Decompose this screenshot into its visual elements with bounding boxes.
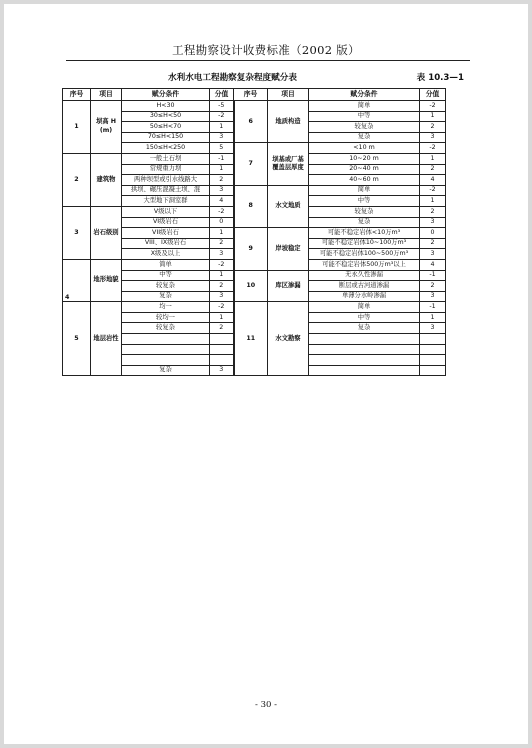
group-item: 坝高 H (m): [91, 101, 122, 154]
score-cell: 3: [420, 291, 446, 302]
group-seq: 2: [63, 153, 91, 206]
condition-cell: 两种坝型或引水线路大: [122, 175, 210, 186]
condition-cell: 150≤H<250: [122, 143, 210, 154]
score-cell: 1: [420, 196, 446, 207]
header-score: 分值: [210, 89, 234, 101]
condition-cell: 中等: [309, 111, 420, 122]
condition-cell: 复杂: [309, 323, 420, 334]
score-cell: 2: [420, 238, 446, 249]
score-cell: -2: [210, 111, 234, 122]
empty-cell: [210, 344, 234, 355]
score-cell: 3: [210, 291, 234, 302]
score-cell: 3: [210, 185, 234, 196]
score-cell: 0: [420, 228, 446, 239]
condition-cell: 复杂: [122, 291, 210, 302]
group-item: 建筑物: [91, 153, 122, 206]
score-cell: 1: [420, 153, 446, 164]
condition-cell: 简单: [309, 101, 420, 112]
condition-cell: 常规重力坝: [122, 164, 210, 175]
condition-cell: 断层或古河道渗漏: [309, 281, 420, 292]
group-item: 水文地质: [268, 185, 309, 227]
score-cell: -2: [210, 259, 234, 270]
score-cell: 3: [420, 249, 446, 260]
group-item: 库区渗漏: [268, 270, 309, 302]
score-cell: 4: [210, 196, 234, 207]
empty-cell: [210, 355, 234, 366]
condition-cell: 简单: [309, 302, 420, 313]
group-item: 坝基或厂基覆盖层厚度: [268, 143, 309, 185]
table-row: [63, 302, 446, 313]
condition-cell: 可能不稳定岩体10~100万m³: [309, 238, 420, 249]
group-item: 水文勘察: [268, 302, 309, 376]
score-cell: 3: [210, 365, 234, 376]
group-item: 地形地貌: [91, 259, 122, 301]
group-item: 岩石级别: [91, 206, 122, 259]
score-cell: 1: [210, 122, 234, 133]
score-cell: 2: [420, 164, 446, 175]
score-cell: -2: [210, 302, 234, 313]
condition-cell: VII级岩石: [122, 228, 210, 239]
score-cell: 2: [210, 238, 234, 249]
group-seq: 6: [234, 101, 268, 143]
condition-cell: 较复杂: [309, 122, 420, 133]
condition-cell: 拱坝、碾压混凝土坝、混: [122, 185, 210, 196]
group-seq: 1: [63, 101, 91, 154]
score-cell: 0: [210, 217, 234, 228]
score-cell: 2: [210, 323, 234, 334]
condition-cell: 10~20 m: [309, 153, 420, 164]
empty-cell: [309, 334, 420, 345]
score-cell: 3: [210, 132, 234, 143]
group-item: 地质构造: [268, 101, 309, 143]
table-row: [63, 101, 446, 112]
score-cell: -2: [420, 101, 446, 112]
running-header: 工程勘察设计收费标准（2002 版）: [172, 43, 360, 57]
score-cell: -2: [420, 143, 446, 154]
table-caption: [64, 71, 468, 85]
empty-cell: [122, 355, 210, 366]
score-cell: 4: [420, 259, 446, 270]
condition-cell: 50≤H<70: [122, 122, 210, 133]
condition-cell: 均一: [122, 302, 210, 313]
score-cell: 3: [420, 132, 446, 143]
score-cell: 1: [210, 228, 234, 239]
score-cell: 3: [210, 249, 234, 260]
condition-cell: 较均一: [122, 312, 210, 323]
group-seq: 9: [234, 228, 268, 270]
condition-cell: VI级岩石: [122, 217, 210, 228]
header-condition: 赋分条件: [122, 89, 210, 101]
condition-cell: 复杂: [309, 132, 420, 143]
score-cell: -1: [420, 302, 446, 313]
empty-cell: [122, 334, 210, 345]
empty-cell: [309, 344, 420, 355]
score-cell: 1: [210, 270, 234, 281]
condition-cell: 70≤H<150: [122, 132, 210, 143]
document-page: [4, 4, 528, 744]
condition-cell: 简单: [309, 185, 420, 196]
score-cell: -1: [210, 153, 234, 164]
group-seq: 7: [234, 143, 268, 185]
group-seq: 3: [63, 206, 91, 259]
condition-cell: 较复杂: [122, 281, 210, 292]
condition-cell: 简单: [122, 259, 210, 270]
condition-cell: 大型地下洞室群: [122, 196, 210, 207]
score-cell: 1: [210, 164, 234, 175]
header-rule: [66, 60, 470, 61]
condition-cell: X级及以上: [122, 249, 210, 260]
header-item-2: 项目: [268, 89, 309, 101]
score-cell: 1: [420, 111, 446, 122]
condition-cell: 可能不稳定岩体100~500万m³: [309, 249, 420, 260]
header-condition-2: 赋分条件: [309, 89, 420, 101]
table-title: 水利水电工程勘察复杂程度赋分表: [168, 73, 297, 83]
condition-cell: 无永久性渗漏: [309, 270, 420, 281]
complexity-score-table: [62, 88, 446, 376]
score-cell: 3: [420, 323, 446, 334]
group-seq: 10: [234, 270, 268, 302]
score-cell: -2: [210, 206, 234, 217]
score-cell: 2: [420, 122, 446, 133]
table-header-row: [63, 89, 446, 101]
condition-cell: H<30: [122, 101, 210, 112]
score-cell: -1: [420, 270, 446, 281]
condition-cell: 较复杂: [309, 206, 420, 217]
score-cell: 2: [420, 206, 446, 217]
condition-cell: 20~40 m: [309, 164, 420, 175]
score-cell: -2: [420, 185, 446, 196]
condition-cell: <10 m: [309, 143, 420, 154]
condition-cell: 中等: [122, 270, 210, 281]
condition-cell: 中等: [309, 196, 420, 207]
condition-cell: V级以下: [122, 206, 210, 217]
score-cell: 1: [420, 312, 446, 323]
group-seq: 11: [234, 302, 268, 376]
group-seq: 8: [234, 185, 268, 227]
condition-cell: 一般土石坝: [122, 153, 210, 164]
empty-cell: [420, 365, 446, 376]
condition-cell: 30≤H<50: [122, 111, 210, 122]
header-seq: 序号: [63, 89, 91, 101]
score-cell: 3: [420, 217, 446, 228]
header-score-2: 分值: [420, 89, 446, 101]
header-item: 项目: [91, 89, 122, 101]
score-cell: 2: [210, 175, 234, 186]
condition-cell: 40~60 m: [309, 175, 420, 186]
group-seq: 4: [63, 259, 91, 301]
group-seq: 5: [63, 302, 91, 376]
score-cell: 2: [420, 281, 446, 292]
empty-cell: [420, 344, 446, 355]
condition-cell: 复杂: [309, 217, 420, 228]
score-cell: 5: [210, 143, 234, 154]
score-cell: -5: [210, 101, 234, 112]
empty-cell: [210, 334, 234, 345]
table-number: 表 10.3—1: [416, 73, 464, 83]
condition-cell: 单薄分水岭渗漏: [309, 291, 420, 302]
empty-cell: [309, 365, 420, 376]
score-cell: 1: [210, 312, 234, 323]
empty-cell: [309, 355, 420, 366]
condition-cell: VIII、IX级岩石: [122, 238, 210, 249]
condition-cell: 可能不稳定岩体<10万m³: [309, 228, 420, 239]
empty-cell: [122, 344, 210, 355]
group-item: 岸坡稳定: [268, 228, 309, 270]
score-cell: 4: [420, 175, 446, 186]
empty-cell: [420, 334, 446, 345]
score-cell: 2: [210, 281, 234, 292]
condition-cell: 较复杂: [122, 323, 210, 334]
page-number: - 30 -: [255, 700, 277, 710]
condition-cell: 可能不稳定岩体500万m³以上: [309, 259, 420, 270]
empty-cell: [420, 355, 446, 366]
header-seq-2: 序号: [234, 89, 268, 101]
condition-cell: 中等: [309, 312, 420, 323]
group-item: 地层岩性: [91, 302, 122, 376]
condition-cell: 复杂: [122, 365, 210, 376]
